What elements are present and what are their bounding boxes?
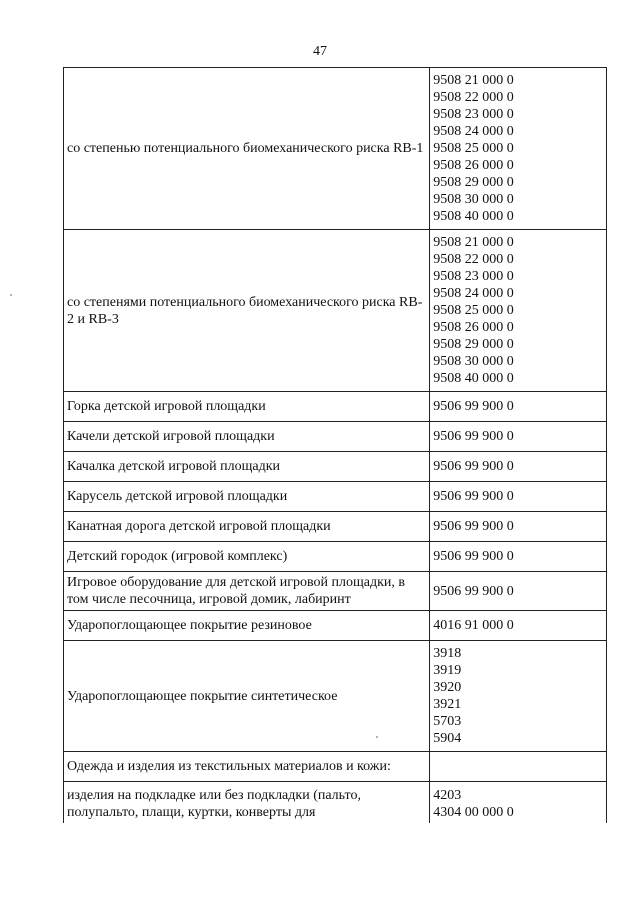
code-value: 9508 21 000 0: [433, 73, 514, 88]
code-value: 9508 22 000 0: [433, 252, 514, 267]
code-value: 3921: [433, 697, 462, 712]
code-value: 9508 40 000 0: [433, 209, 514, 224]
code-value: 9508 26 000 0: [433, 320, 514, 335]
table-row: [64, 542, 607, 572]
product-name-cell: Детский городок (игровой комплекс): [64, 542, 430, 572]
code-cell: 9506 99 900 0: [430, 512, 607, 542]
product-name-cell: Карусель детской игровой площадки: [64, 482, 430, 512]
code-value: 9508 24 000 0: [433, 286, 514, 301]
code-value: 9508 23 000 0: [433, 107, 514, 122]
code-cell: 9506 99 900 0: [430, 422, 607, 452]
code-value: 9508 25 000 0: [433, 141, 514, 156]
code-value: 9508 23 000 0: [433, 269, 514, 284]
code-value: 3920: [433, 680, 462, 695]
code-value: 9508 30 000 0: [433, 192, 514, 207]
scan-speck: [10, 294, 12, 296]
code-cell: [430, 752, 607, 782]
code-cell: 9506 99 900 0: [430, 482, 607, 512]
product-name-cell: Ударопоглощающее покрытие резиновое: [64, 611, 430, 641]
code-value: 9508 24 000 0: [433, 124, 514, 139]
product-name-cell: Игровое оборудование для детской игровой площадки, в том числе песочница, игровой домик, лабиринт: [64, 572, 430, 611]
code-value: 4203: [433, 788, 462, 803]
code-value: 9508 21 000 0: [433, 235, 514, 250]
code-cell: 9506 99 900 0: [430, 452, 607, 482]
product-name-cell: Одежда и изделия из текстильных материалов и кожи:: [64, 752, 430, 782]
table-row: [64, 572, 607, 611]
code-value: 9508 25 000 0: [433, 303, 514, 318]
code-value: 9508 26 000 0: [433, 158, 514, 173]
code-value: 9508 29 000 0: [433, 175, 514, 190]
code-cell: 4016 91 000 0: [430, 611, 607, 641]
product-name-cell: Горка детской игровой площадки: [64, 392, 430, 422]
code-cell: [430, 68, 607, 230]
page-number: 47: [313, 44, 327, 59]
scan-speck: [376, 736, 378, 738]
code-value: 5904: [433, 731, 462, 746]
product-name-cell: со степенью потенциального биомеханического риска RB-1: [64, 68, 430, 230]
code-cell: 9506 99 900 0: [430, 572, 607, 611]
table-row: [64, 452, 607, 482]
product-codes-table: [63, 67, 607, 823]
code-value: 3919: [433, 663, 462, 678]
product-name-cell: Качалка детской игровой площадки: [64, 452, 430, 482]
code-value: 9508 22 000 0: [433, 90, 514, 105]
table-row: [64, 611, 607, 641]
code-cell: [430, 230, 607, 392]
code-cell: 9506 99 900 0: [430, 392, 607, 422]
table-row: [64, 230, 607, 392]
code-value: 3918: [433, 646, 462, 661]
table-row: [64, 512, 607, 542]
code-value: 9508 29 000 0: [433, 337, 514, 352]
code-cell: 9506 99 900 0: [430, 542, 607, 572]
code-value: 9508 40 000 0: [433, 371, 514, 386]
product-name-cell: Канатная дорога детской игровой площадки: [64, 512, 430, 542]
product-name-cell: Ударопоглощающее покрытие синтетическое: [64, 641, 430, 752]
product-name-cell: изделия на подкладке или без подкладки (пальто, полупальто, плащи, куртки, конверты для: [64, 782, 430, 824]
code-cell: [430, 782, 607, 824]
table-row: [64, 641, 607, 752]
table-row: [64, 752, 607, 782]
code-cell: [430, 641, 607, 752]
table-row: [64, 782, 607, 824]
table-row: [64, 68, 607, 230]
table-row: [64, 422, 607, 452]
code-value: 9508 30 000 0: [433, 354, 514, 369]
table-row: [64, 392, 607, 422]
table-row: [64, 482, 607, 512]
product-name-cell: со степенями потенциального биомеханического риска RB-2 и RB-3: [64, 230, 430, 392]
code-value: 5703: [433, 714, 462, 729]
product-name-cell: Качели детской игровой площадки: [64, 422, 430, 452]
code-value: 4304 00 000 0: [433, 805, 514, 820]
